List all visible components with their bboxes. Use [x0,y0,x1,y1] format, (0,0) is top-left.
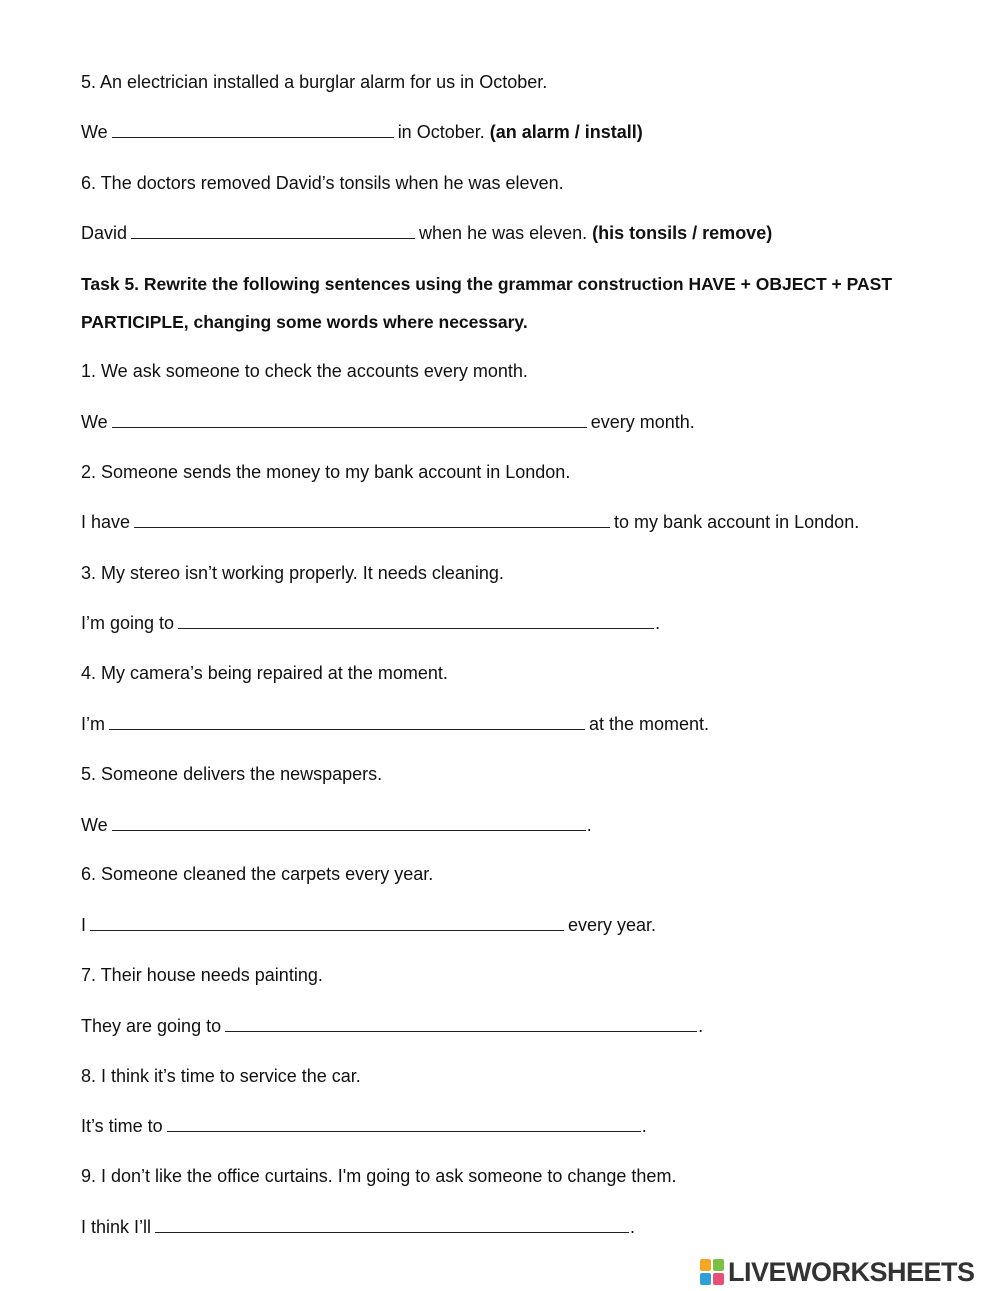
task5-q1-answer-line [81,411,695,433]
answer-start: I’m [81,714,105,734]
answer-start: I have [81,512,131,532]
answer-blank[interactable] [155,1216,629,1233]
answer-end: when he was eleven. [419,223,588,243]
task5-q7-prompt: 7. Their house needs painting. [81,965,323,985]
answer-end: . [630,1217,636,1237]
answer-start: David [81,223,128,243]
answer-start: We [81,412,108,432]
logo-text: LIVEWORKSHEETS [728,1256,975,1287]
answer-blank[interactable] [167,1115,641,1132]
answer-start: We [81,815,108,835]
answer-start: I think I’ll [81,1217,152,1237]
answer-end: at the moment. [589,714,710,734]
task5-q3-prompt: 3. My stereo isn’t working properly. It needs cleaning. [81,563,504,583]
task5-q9-prompt: 9. I don’t like the office curtains. I'm going to ask someone to change them. [81,1166,677,1186]
liveworksheets-logo [700,1258,975,1286]
answer-end: . [586,815,592,835]
answer-end: to my bank account in London. [614,512,860,532]
task5-q1-prompt: 1. We ask someone to check the accounts every month. [81,361,528,381]
verb-hint: (his tonsils / remove) [592,223,773,243]
item5-answer-line [81,121,643,143]
answer-blank[interactable] [112,814,586,831]
task5-q8-prompt: 8. I think it’s time to service the car. [81,1066,361,1086]
answer-end: every year. [568,915,657,935]
task5-q6-prompt: 6. Someone cleaned the carpets every year. [81,864,434,884]
task5-q8-answer-line [81,1115,647,1137]
answer-start: It’s time to [81,1116,163,1136]
task5-heading-line2: PARTICIPLE, changing some words where necessary. [81,312,528,332]
answer-blank[interactable] [225,1015,697,1032]
task5-q3-answer-line [81,612,660,634]
task5-q2-answer-line [81,511,859,533]
task5-q7-answer-line [81,1015,703,1037]
answer-blank[interactable] [131,222,415,239]
answer-blank[interactable] [178,612,654,629]
answer-blank[interactable] [112,121,394,138]
liveworksheets-logo-icon [700,1259,724,1285]
answer-start: I’m going to [81,613,175,633]
answer-end: . [698,1016,704,1036]
answer-blank[interactable] [90,914,564,931]
item6-prompt: 6. The doctors removed David’s tonsils when he was eleven. [81,173,564,193]
item6-answer-line [81,222,772,244]
answer-end: . [655,613,661,633]
answer-blank[interactable] [112,411,587,428]
answer-end: . [641,1116,647,1136]
answer-blank[interactable] [134,511,610,528]
verb-hint: (an alarm / install) [489,122,643,142]
answer-start: They are going to [81,1016,222,1036]
answer-start: I [81,915,87,935]
task5-q2-prompt: 2. Someone sends the money to my bank account in London. [81,462,571,482]
task5-q5-prompt: 5. Someone delivers the newspapers. [81,764,383,784]
task5-q4-prompt: 4. My camera’s being repaired at the moment. [81,663,448,683]
answer-start: We [81,122,108,142]
task5-q5-answer-line [81,814,592,836]
item5-prompt: 5. An electrician installed a burglar alarm for us in October. [81,72,548,92]
answer-end: in October. [397,122,485,142]
task5-heading-line1: Task 5. Rewrite the following sentences using the grammar construction HAVE + OBJECT + PAST [81,274,893,294]
answer-blank[interactable] [109,713,585,730]
task5-q4-answer-line [81,713,709,735]
answer-end: every month. [590,412,695,432]
task5-q6-answer-line [81,914,656,936]
task5-q9-answer-line [81,1216,635,1238]
